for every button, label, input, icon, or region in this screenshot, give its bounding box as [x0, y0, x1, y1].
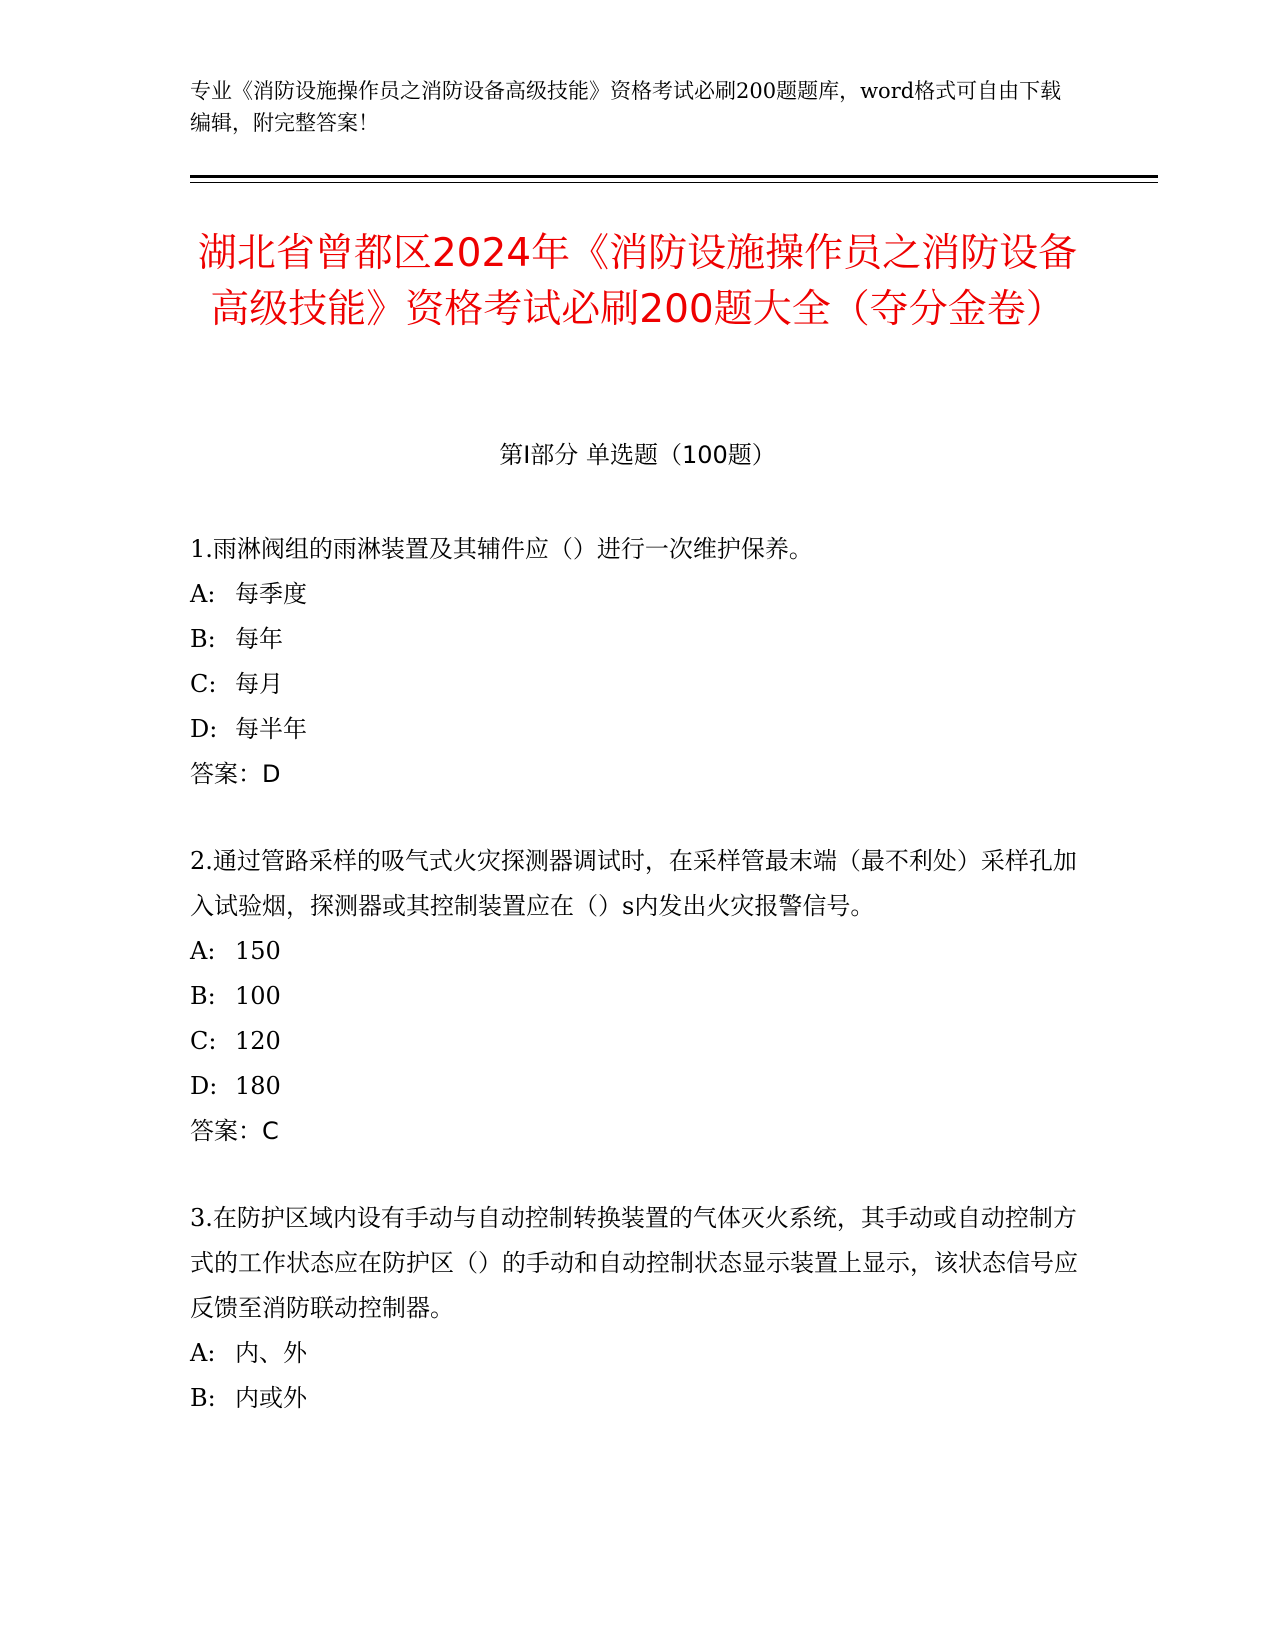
- option-c: [190, 1019, 1090, 1064]
- option-text: 每月: [235, 670, 283, 698]
- option-text: 180: [235, 1072, 281, 1100]
- question-stem: 2.通过管路采样的吸气式火灾探测器调试时，在采样管最末端（最不利处）采样孔加入试验烟，探测器或其控制装置应在（）s内发出火灾报警信号。: [190, 847, 1077, 920]
- option-d: [190, 1064, 1090, 1109]
- option-text: 内、外: [235, 1339, 307, 1367]
- option-key: C:: [190, 670, 217, 698]
- option-key: A:: [190, 1339, 216, 1367]
- option-key: B:: [190, 982, 216, 1010]
- option-a: [190, 1331, 1090, 1376]
- header-divider-thin: [190, 182, 1158, 183]
- option-text: 每年: [235, 625, 283, 653]
- question-stem: 3.在防护区域内设有手动与自动控制转换装置的气体灭火系统，其手动或自动控制方式的工作状态应在防护区（）的手动和自动控制状态显示装置上显示，该状态信号应反馈至消防联动控制器。: [190, 1204, 1078, 1322]
- document-title: 湖北省曾都区2024年《消防设施操作员之消防设备高级技能》资格考试必刷200题大全（夺分金卷）: [197, 231, 1078, 332]
- option-b: [190, 974, 1090, 1019]
- option-c: [190, 662, 1090, 707]
- option-text: 每半年: [235, 715, 307, 743]
- option-text: 100: [235, 982, 281, 1010]
- question-2: [190, 839, 1090, 1154]
- option-d: [190, 707, 1090, 752]
- option-key: C:: [190, 1027, 217, 1055]
- option-key: B:: [190, 1384, 216, 1412]
- option-text: 120: [235, 1027, 281, 1055]
- answer: 答案：C: [190, 1117, 279, 1145]
- option-b: [190, 617, 1090, 662]
- question-3: [190, 1196, 1090, 1421]
- section-heading: 第Ⅰ部分 单选题（100题）: [499, 441, 776, 469]
- question-list: [190, 527, 1090, 1463]
- option-key: D:: [190, 1072, 218, 1100]
- answer: 答案：D: [190, 760, 281, 788]
- option-a: [190, 929, 1090, 974]
- header-divider-thick: [190, 175, 1158, 178]
- header-note: 专业《消防设施操作员之消防设备高级技能》资格考试必刷200题题库，word格式可自由下载编辑，附完整答案！: [190, 79, 1062, 135]
- option-key: D:: [190, 715, 218, 743]
- option-text: 150: [235, 937, 281, 965]
- question-1: [190, 527, 1090, 797]
- option-text: 每季度: [235, 580, 307, 608]
- option-key: A:: [190, 937, 216, 965]
- option-a: [190, 572, 1090, 617]
- option-text: 内或外: [235, 1384, 307, 1412]
- option-key: B:: [190, 625, 216, 653]
- question-stem: 1.雨淋阀组的雨淋装置及其辅件应（）进行一次维护保养。: [190, 535, 813, 563]
- option-b: [190, 1376, 1090, 1421]
- option-key: A:: [190, 580, 216, 608]
